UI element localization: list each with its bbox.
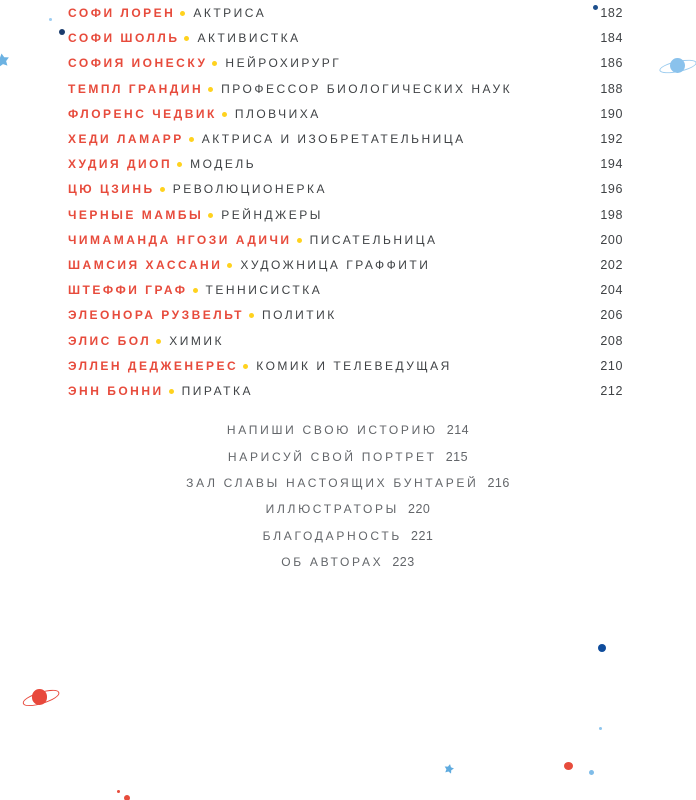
toc-entry <box>68 252 623 277</box>
bullet-dot-icon <box>189 137 194 142</box>
entry-role: МОДЕЛЬ <box>190 157 257 172</box>
entry-page-number: 196 <box>600 182 623 197</box>
toc-extras <box>0 417 696 575</box>
bullet-dot-icon <box>208 87 213 92</box>
entry-name: ШТЕФФИ ГРАФ <box>68 283 188 298</box>
bullet-dot-icon <box>222 112 227 117</box>
entry-name: ЭЛИС БОЛ <box>68 333 152 348</box>
bullet-dot-icon <box>208 213 213 218</box>
entry-page-number: 208 <box>600 333 623 348</box>
bullet-dot-icon <box>180 11 185 16</box>
toc-extra-entry <box>0 549 696 575</box>
entry-role: РЕВОЛЮЦИОНЕРКА <box>172 182 328 197</box>
toc-entry <box>68 76 623 101</box>
toc-entry <box>68 26 623 51</box>
toc-entry <box>68 353 623 378</box>
entry-name: СОФИ ЛОРЕН <box>68 6 176 21</box>
entry-page-number: 186 <box>600 56 623 71</box>
extra-label: ИЛЛЮСТРАТОРЫ <box>265 502 400 517</box>
entry-role: ПРОФЕССОР БИОЛОГИЧЕСКИХ НАУК <box>221 81 513 96</box>
entry-name: СОФИ ШОЛЛЬ <box>68 31 180 46</box>
entry-name: ЧЕРНЫЕ МАМБЫ <box>68 207 204 222</box>
entry-name: ХУДИЯ ДИОП <box>68 157 173 172</box>
toc-extra-entry <box>0 470 696 496</box>
entry-name: ШАМСИЯ ХАССАНИ <box>68 257 223 272</box>
entry-name: СОФИЯ ИОНЕСКУ <box>68 56 208 71</box>
entry-page-number: 198 <box>600 207 623 222</box>
entry-page-number: 192 <box>600 132 623 147</box>
blue-dot-icon <box>599 727 602 730</box>
bullet-dot-icon <box>249 313 254 318</box>
entry-page-number: 190 <box>600 106 623 121</box>
toc-extra-entry <box>0 417 696 443</box>
entry-role: КОМИК И ТЕЛЕВЕДУЩАЯ <box>256 358 452 373</box>
entry-page-number: 194 <box>600 157 623 172</box>
entry-role: НЕЙРОХИРУРГ <box>225 56 342 71</box>
toc-entry <box>68 227 623 252</box>
red-dot-icon <box>117 790 120 793</box>
blue-dot-icon <box>49 18 52 21</box>
entry-name: ЭНН БОННИ <box>68 383 164 398</box>
entry-name: ЭЛЕОНОРА РУЗВЕЛЬТ <box>68 308 244 323</box>
entry-page-number: 184 <box>600 31 623 46</box>
bullet-dot-icon <box>227 263 232 268</box>
toc-entry <box>68 51 623 76</box>
extra-label: НАПИШИ СВОЮ ИСТОРИЮ <box>226 423 438 438</box>
toc-entry <box>68 303 623 328</box>
extra-label: НАРИСУЙ СВОЙ ПОРТРЕТ <box>227 449 437 464</box>
toc-list <box>68 1 623 404</box>
toc-entry <box>68 101 623 126</box>
extra-page-number: 215 <box>445 449 469 464</box>
entry-role: АКТРИСА И ИЗОБРЕТАТЕЛЬНИЦА <box>201 132 466 147</box>
blue-dot-icon <box>589 770 594 775</box>
extra-page-number: 223 <box>392 555 415 570</box>
toc-extra-entry <box>0 496 696 522</box>
toc-entry <box>68 278 623 303</box>
bullet-dot-icon <box>193 288 198 293</box>
navy-dot-icon <box>598 644 606 652</box>
toc-entry <box>68 177 623 202</box>
entry-name: ХЕДИ ЛАМАРР <box>68 132 184 147</box>
entry-role: ПОЛИТИК <box>261 308 337 323</box>
toc-entry <box>68 152 623 177</box>
bullet-dot-icon <box>177 162 182 167</box>
bullet-dot-icon <box>169 389 174 394</box>
entry-page-number: 204 <box>600 283 623 298</box>
bullet-dot-icon <box>156 339 161 344</box>
extra-page-number: 216 <box>487 475 510 490</box>
bullet-dot-icon <box>297 238 302 243</box>
entry-page-number: 182 <box>600 6 623 21</box>
entry-role: ПЛОВЧИХА <box>234 106 321 121</box>
entry-name: ЦЮ ЦЗИНЬ <box>68 182 155 197</box>
entry-page-number: 188 <box>600 81 623 96</box>
toc-entry <box>68 1 623 26</box>
star-icon <box>442 762 456 776</box>
toc-entry <box>68 202 623 227</box>
entry-name: ФЛОРЕНС ЧЕДВИК <box>68 106 217 121</box>
planet-disk <box>32 689 48 705</box>
planet-disk <box>670 58 685 73</box>
toc-extra-entry <box>0 443 696 469</box>
entry-name: ЭЛЛЕН ДЕДЖЕНЕРЕС <box>68 358 239 373</box>
extra-label: ОБ АВТОРАХ <box>281 555 384 570</box>
entry-page-number: 212 <box>600 383 623 398</box>
entry-role: ТЕННИСИСТКА <box>205 283 323 298</box>
entry-page-number: 202 <box>600 257 623 272</box>
red-dot-icon <box>564 762 573 770</box>
entry-page-number: 210 <box>600 358 623 373</box>
entry-page-number: 206 <box>600 308 623 323</box>
entry-page-number: 200 <box>600 232 623 247</box>
extra-label: БЛАГОДАРНОСТЬ <box>262 528 402 543</box>
extra-label: ЗАЛ СЛАВЫ НАСТОЯЩИХ БУНТАРЕЙ <box>186 475 479 490</box>
red-dot-icon <box>124 795 130 800</box>
entry-role: АКТИВИСТКА <box>197 31 301 46</box>
toc-entry <box>68 378 623 403</box>
navy-dot-icon <box>59 29 65 35</box>
saturn-planet-icon <box>659 55 696 76</box>
entry-role: РЕЙНДЖЕРЫ <box>221 207 323 222</box>
entry-role: ПИРАТКА <box>181 383 253 398</box>
toc-entry <box>68 126 623 151</box>
toc-entry <box>68 328 623 353</box>
toc-extra-entry <box>0 523 696 549</box>
extra-page-number: 221 <box>411 528 434 543</box>
entry-name: ТЕМПЛ ГРАНДИН <box>68 81 204 96</box>
star-icon <box>0 51 12 70</box>
bullet-dot-icon <box>243 364 248 369</box>
entry-role: ХИМИК <box>169 333 224 348</box>
entry-role: АКТРИСА <box>193 6 267 21</box>
entry-name: ЧИМАМАНДА НГОЗИ АДИЧИ <box>68 232 292 247</box>
extra-page-number: 220 <box>408 502 431 517</box>
extra-page-number: 214 <box>446 423 470 438</box>
bullet-dot-icon <box>212 61 217 66</box>
bullet-dot-icon <box>160 187 165 192</box>
entry-role: ХУДОЖНИЦА ГРАФФИТИ <box>240 257 431 272</box>
entry-role: ПИСАТЕЛЬНИЦА <box>309 232 438 247</box>
saturn-planet-icon <box>22 687 58 707</box>
bullet-dot-icon <box>184 36 189 41</box>
